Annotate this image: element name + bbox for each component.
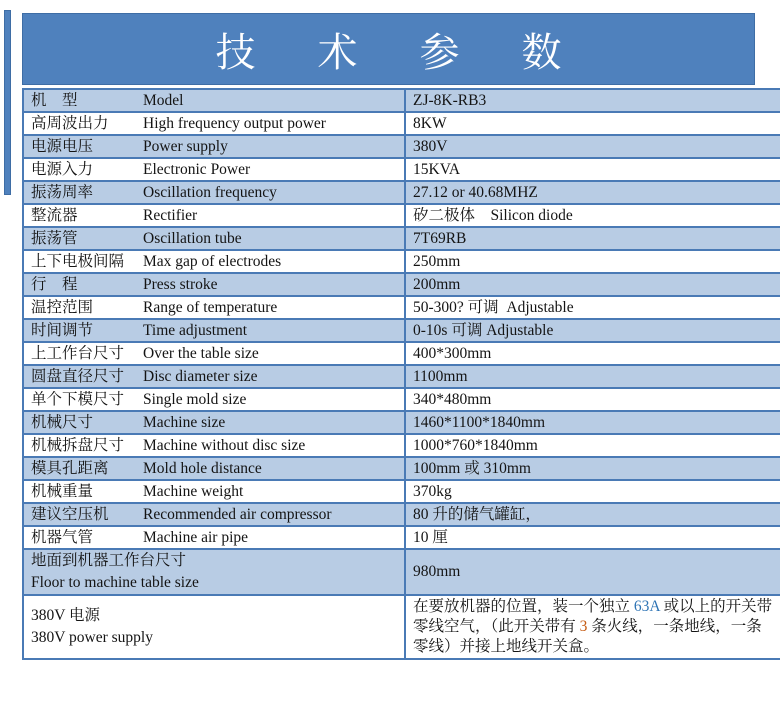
- spec-value-cell: 980mm: [405, 549, 780, 595]
- table-row: [23, 388, 780, 411]
- spec-value-cell: 370kg: [405, 480, 780, 503]
- spec-value-text: 63A: [633, 598, 660, 615]
- spec-label-cn: 电源电压: [31, 137, 94, 155]
- spec-label-en: Machine weight: [143, 482, 244, 500]
- spec-value-cell: 250mm: [405, 250, 780, 273]
- spec-value-cell: 50-300? 可调 Adjustable: [405, 296, 780, 319]
- spec-value-text: 条火线，一条地线，一条零线）并接上地线开关盒。: [413, 618, 762, 655]
- spec-label-cn: 整流器: [31, 206, 78, 224]
- spec-value-cell: 8KW: [405, 112, 780, 135]
- spec-label-en: 380V power supply: [31, 629, 153, 646]
- table-row: [23, 158, 780, 181]
- spec-label-cn: 圆盘直径尺寸: [31, 367, 125, 385]
- table-row: [23, 204, 780, 227]
- spec-value-cell: 380V: [405, 135, 780, 158]
- spec-label-cn: 380V 电源: [31, 607, 101, 624]
- spec-label-cell: [23, 296, 405, 319]
- spec-label-cn: 行 程: [31, 275, 78, 293]
- spec-label-en: Electronic Power: [143, 160, 251, 178]
- spec-value-cell: 1460*1100*1840mm: [405, 411, 780, 434]
- spec-label-en: Power supply: [143, 137, 228, 155]
- spec-label-en: Machine size: [143, 413, 226, 431]
- left-accent-bar: [4, 10, 11, 195]
- spec-value-text: 在要放机器的位置，装一个独立: [413, 598, 634, 615]
- spec-value-cell: 0-10s 可调 Adjustable: [405, 319, 780, 342]
- table-row: [23, 411, 780, 434]
- spec-label-cell: [23, 250, 405, 273]
- spec-value-cell: 80 升的储气罐缸，: [405, 503, 780, 526]
- spec-label-cell: [23, 227, 405, 250]
- spec-value-cell: 1000*760*1840mm: [405, 434, 780, 457]
- page-title: 技 术 参 数: [215, 29, 588, 75]
- spec-label-cell: [23, 595, 405, 659]
- spec-label-cn: 振荡周率: [31, 183, 94, 201]
- spec-label-cell: [23, 342, 405, 365]
- table-row: [23, 112, 780, 135]
- spec-label-cn: 机器气管: [31, 528, 94, 546]
- table-row: [23, 549, 780, 595]
- table-row: [23, 89, 780, 112]
- table-row: [23, 135, 780, 158]
- spec-label-cn: 上下电极间隔: [31, 252, 125, 270]
- table-row: [23, 250, 780, 273]
- spec-label-cn: 机械拆盘尺寸: [31, 436, 125, 454]
- spec-value-cell: 340*480mm: [405, 388, 780, 411]
- spec-label-en: Max gap of electrodes: [143, 252, 282, 270]
- spec-label-cn: 上工作台尺寸: [31, 344, 125, 362]
- table-row: [23, 595, 780, 659]
- spec-value-cell: 15KVA: [405, 158, 780, 181]
- spec-value-text: 或以上的开关带零线空气，（此开关带有: [413, 598, 773, 635]
- spec-table-card: [22, 13, 773, 660]
- spec-value-cell: [405, 595, 780, 659]
- spec-label-cell: [23, 503, 405, 526]
- spec-label-en: Time adjustment: [143, 321, 248, 339]
- spec-label-cn: 建议空压机: [31, 505, 109, 523]
- spec-label-cell: [23, 365, 405, 388]
- spec-label-en: Disc diameter size: [143, 367, 258, 385]
- spec-value-cell: 10 厘: [405, 526, 780, 549]
- spec-label-cell: [23, 112, 405, 135]
- spec-label-cell: [23, 411, 405, 434]
- spec-label-en: Press stroke: [143, 275, 218, 293]
- table-row: [23, 434, 780, 457]
- table-row: [23, 526, 780, 549]
- spec-label-en: Mold hole distance: [143, 459, 262, 477]
- table-row: [23, 480, 780, 503]
- spec-value-cell: ZJ-8K-RB3: [405, 89, 780, 112]
- table-row: [23, 227, 780, 250]
- spec-label-en: Floor to machine table size: [31, 574, 199, 591]
- spec-label-cell: [23, 273, 405, 296]
- spec-label-cell: [23, 457, 405, 480]
- table-title-band: [22, 13, 755, 85]
- spec-label-cn: 地面到机器工作台尺寸: [31, 552, 187, 569]
- spec-table-body: [23, 89, 780, 659]
- spec-label-en: Single mold size: [143, 390, 247, 408]
- spec-label-cell: [23, 480, 405, 503]
- spec-label-cn: 电源入力: [31, 160, 94, 178]
- spec-table: [22, 88, 780, 660]
- spec-label-cn: 模具孔距离: [31, 459, 109, 477]
- spec-label-cn: 单个下模尺寸: [31, 390, 125, 408]
- spec-value-cell: 1100mm: [405, 365, 780, 388]
- spec-label-en: Machine without disc size: [143, 436, 306, 454]
- spec-value-cell: 100mm 或 310mm: [405, 457, 780, 480]
- spec-label-cell: [23, 204, 405, 227]
- spec-value-cell: 矽二极体 Silicon diode: [405, 204, 780, 227]
- spec-label-en: Oscillation tube: [143, 229, 242, 247]
- table-row: [23, 296, 780, 319]
- spec-label-cell: [23, 158, 405, 181]
- table-row: [23, 503, 780, 526]
- spec-value-cell: 400*300mm: [405, 342, 780, 365]
- spec-label-cn: 高周波出力: [31, 114, 109, 132]
- spec-label-en: Recommended air compressor: [143, 505, 332, 523]
- spec-value-cell: 7T69RB: [405, 227, 780, 250]
- spec-label-cell: [23, 135, 405, 158]
- spec-value-cell: 200mm: [405, 273, 780, 296]
- table-row: [23, 457, 780, 480]
- spec-label-cn: 振荡管: [31, 229, 78, 247]
- table-row: [23, 342, 780, 365]
- spec-label-cell: [23, 549, 405, 595]
- spec-label-en: Range of temperature: [143, 298, 278, 316]
- spec-label-cell: [23, 319, 405, 342]
- spec-label-cn: 机械尺寸: [31, 413, 94, 431]
- spec-label-cell: [23, 181, 405, 204]
- spec-label-en: Oscillation frequency: [143, 183, 277, 201]
- spec-label-en: High frequency output power: [143, 114, 326, 132]
- spec-label-cn: 温控范围: [31, 298, 94, 316]
- spec-value-cell: 27.12 or 40.68MHZ: [405, 181, 780, 204]
- spec-label-en: Machine air pipe: [143, 528, 249, 546]
- spec-label-cn: 机 型: [31, 91, 78, 109]
- spec-label-cell: [23, 388, 405, 411]
- table-row: [23, 181, 780, 204]
- spec-label-en: Model: [143, 91, 184, 109]
- table-row: [23, 273, 780, 296]
- spec-label-cn: 时间调节: [31, 321, 94, 339]
- spec-label-cell: [23, 89, 405, 112]
- table-row: [23, 319, 780, 342]
- spec-label-en: Over the table size: [143, 344, 259, 362]
- spec-label-cell: [23, 526, 405, 549]
- table-row: [23, 365, 780, 388]
- spec-label-en: Rectifier: [143, 206, 198, 224]
- spec-label-cell: [23, 434, 405, 457]
- spec-label-cn: 机械重量: [31, 482, 94, 500]
- spec-value-text: 3: [579, 618, 588, 635]
